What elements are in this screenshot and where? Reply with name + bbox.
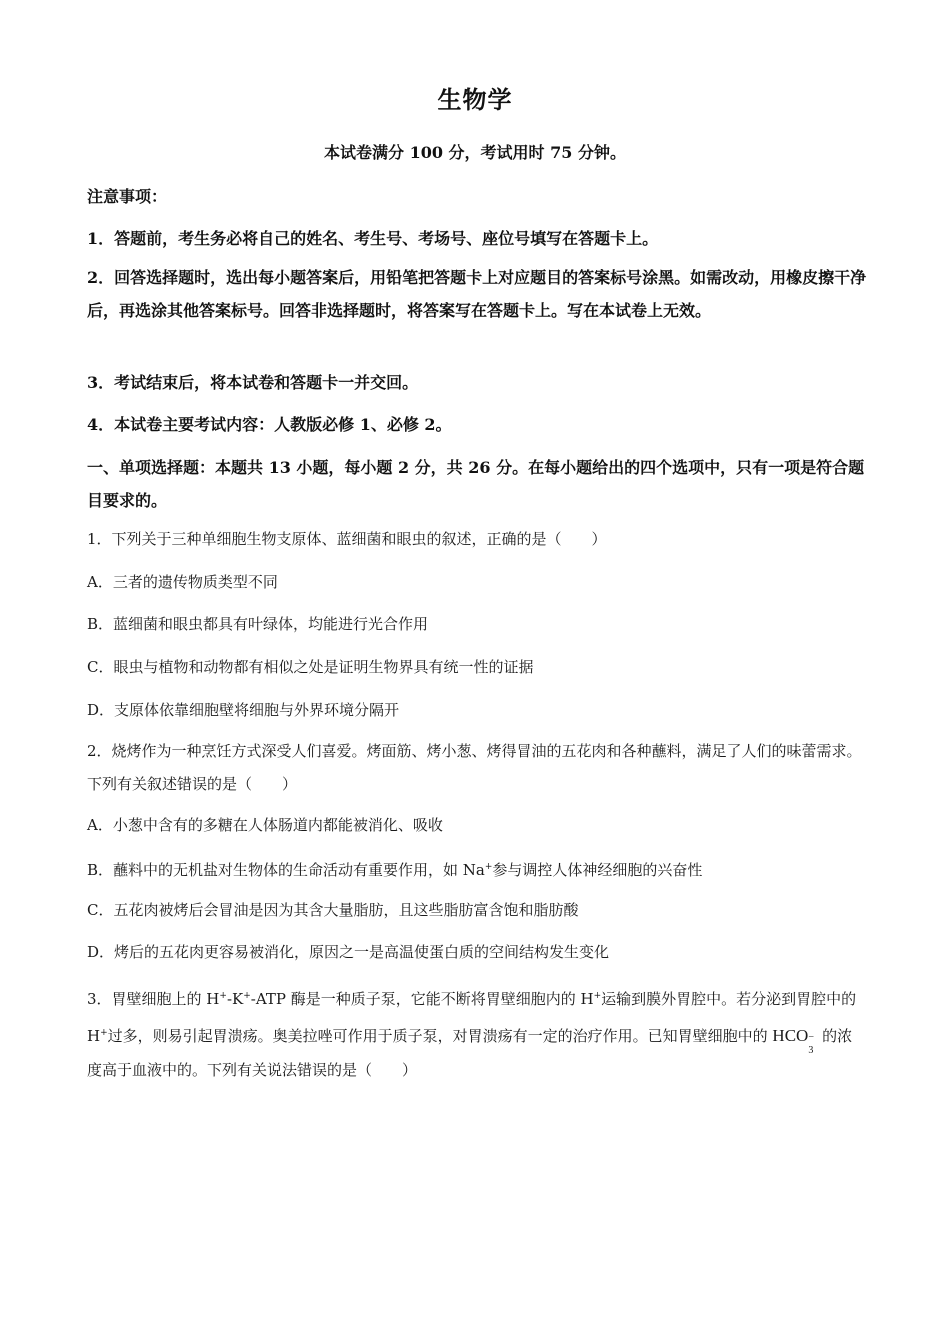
question-1-option-d: D．支原体依靠细胞壁将细胞与外界环境分隔开 — [87, 701, 400, 719]
question-1-option-c: C．眼虫与植物和动物都有相似之处是证明生物界具有统一性的证据 — [87, 658, 534, 676]
question-2-option-a: A．小葱中含有的多糖在人体肠道内都能被消化、吸收 — [87, 816, 443, 834]
notice-item-1: 1．答题前，考生务必将自己的姓名、考生号、考场号、座位号填写在答题卡上。 — [87, 229, 659, 248]
notice-item-4: 4．本试卷主要考试内容：人教版必修 1、必修 2。 — [87, 415, 452, 434]
section-heading: 一、单项选择题：本题共 13 小题，每小题 2 分，共 26 分。在每小题给出的四个选项中，只有一项是符合题目要求的。 — [87, 458, 865, 510]
question-2-option-b: B．蘸料中的无机盐对生物体的生命活动有重要作用，如 Na+参与调控人体神经细胞的兴奋性 — [87, 861, 703, 879]
question-3-stem: 3．胃壁细胞上的 H+-K+-ATP 酶是一种质子泵，它能不断将胃壁细胞内的 H+运输到膜外胃腔中。若分泌到胃腔中的 H+过多，则易引起胃溃疡。奥美拉唑可作用于质子泵，对胃溃疡有一定的治疗作用。已知胃壁细胞中的 HCO − 3 的浓度高于血液中的。下列有关说法错误的是（ ） — [87, 990, 857, 1079]
page-title: 生物学 — [437, 85, 513, 114]
question-2-stem: 2．烧烤作为一种烹饪方式深受人们喜爱。烤面筋、烤小葱、烤得冒油的五花肉和各种蘸料，满足了人们的味蕾需求。下列有关叙述错误的是（ ） — [87, 742, 862, 793]
exam-subtitle: 本试卷满分 100 分，考试用时 75 分钟。 — [324, 143, 626, 162]
bicarbonate-formula: HCO − 3 — [772, 1026, 814, 1056]
question-1-option-b: B．蓝细菌和眼虫都具有叶绿体，均能进行光合作用 — [87, 615, 429, 633]
question-2-option-d: D．烤后的五花肉更容易被消化，原因之一是高温使蛋白质的空间结构发生变化 — [87, 943, 610, 961]
question-1-stem: 1．下列关于三种单细胞生物支原体、蓝细菌和眼虫的叙述，正确的是（ ） — [87, 530, 607, 548]
question-1-option-a: A．三者的遗传物质类型不同 — [87, 573, 278, 591]
question-2-option-c: C．五花肉被烤后会冒油是因为其含大量脂肪，且这些脂肪富含饱和脂肪酸 — [87, 901, 579, 919]
notice-item-2: 2．回答选择题时，选出每小题答案后，用铅笔把答题卡上对应题目的答案标号涂黑。如需改动，用橡皮擦干净后，再选涂其他答案标号。回答非选择题时，将答案写在答题卡上。写在本试卷上无效。 — [87, 268, 867, 320]
notice-heading: 注意事项： — [87, 187, 168, 206]
notice-item-3: 3．考试结束后，将本试卷和答题卡一并交回。 — [87, 373, 419, 392]
